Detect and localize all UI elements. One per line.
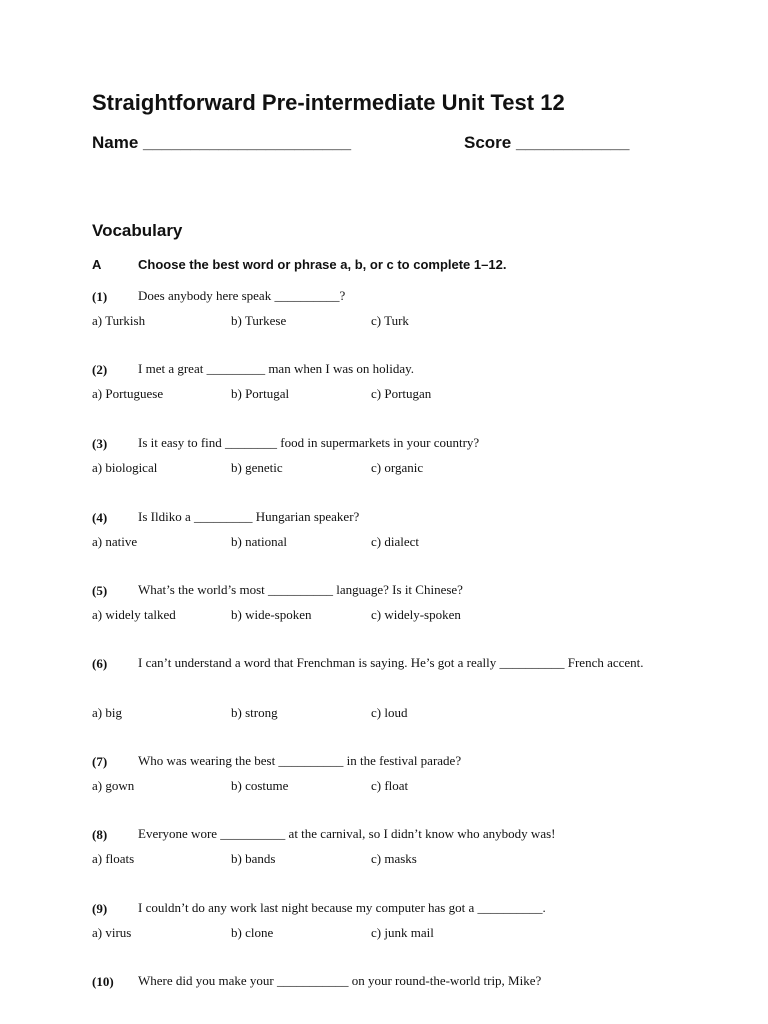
option-a: a) big: [92, 705, 122, 720]
option-c: c) junk mail: [371, 925, 434, 940]
option-c: c) Turk: [371, 313, 409, 328]
option-a: a) Turkish: [92, 313, 146, 328]
question-number: (2): [92, 362, 108, 377]
name-field: Name ______________________: [92, 133, 352, 152]
option-b: b) national: [231, 534, 287, 549]
option-a: a) Portuguese: [92, 386, 164, 401]
option-c: c) widely-spoken: [371, 607, 461, 622]
question-text: Where did you make your ___________ on your round-the-world trip, Mike?: [138, 973, 542, 988]
exercise-letter: A: [92, 257, 102, 272]
option-b: b) wide-spoken: [231, 607, 312, 622]
question-item: [92, 754, 692, 798]
question-item: [92, 974, 692, 998]
option-c: c) organic: [371, 460, 424, 475]
option-a: a) widely talked: [92, 607, 176, 622]
option-a: a) floats: [92, 851, 135, 866]
question-item: [92, 510, 692, 554]
option-b: b) bands: [231, 851, 276, 866]
question-text: Is Ildiko a _________ Hungarian speaker?: [138, 509, 360, 524]
question-number: (4): [92, 510, 108, 525]
question-item: [92, 656, 692, 725]
option-c: c) float: [371, 778, 409, 793]
question-number: (3): [92, 436, 108, 451]
option-a: a) gown: [92, 778, 135, 793]
question-number: (5): [92, 583, 108, 598]
question-text: Who was wearing the best __________ in the festival parade?: [138, 753, 462, 768]
question-text: Is it easy to find ________ food in supermarkets in your country?: [138, 435, 480, 450]
option-a: a) biological: [92, 460, 158, 475]
question-number: (7): [92, 754, 108, 769]
question-item: [92, 901, 692, 945]
option-c: c) loud: [371, 705, 408, 720]
question-item: [92, 362, 692, 406]
option-b: b) strong: [231, 705, 278, 720]
question-text: Everyone wore __________ at the carnival, so I didn’t know who anybody was!: [138, 826, 556, 841]
option-b: b) Portugal: [231, 386, 290, 401]
question-number: (9): [92, 901, 108, 916]
question-item: [92, 289, 692, 333]
option-b: b) genetic: [231, 460, 283, 475]
option-c: c) masks: [371, 851, 417, 866]
score-field: Score ____________: [464, 133, 630, 152]
question-text: I couldn’t do any work last night because my computer has got a __________.: [138, 900, 546, 915]
option-c: c) Portugan: [371, 386, 432, 401]
question-number: (6): [92, 656, 108, 671]
question-number: (8): [92, 827, 108, 842]
option-c: c) dialect: [371, 534, 419, 549]
page-title: Straightforward Pre-intermediate Unit Test 12: [92, 90, 565, 115]
option-b: b) clone: [231, 925, 274, 940]
question-text: Does anybody here speak __________?: [138, 288, 346, 303]
section-heading: Vocabulary: [92, 221, 183, 240]
question-number: (1): [92, 289, 108, 304]
instruction-text: Choose the best word or phrase a, b, or c to complete 1–12.: [138, 257, 507, 272]
question-number: (10): [92, 974, 114, 989]
question-item: [92, 436, 692, 480]
option-a: a) native: [92, 534, 138, 549]
option-b: b) Turkese: [231, 313, 287, 328]
question-text: What’s the world’s most __________ language? Is it Chinese?: [138, 582, 463, 597]
question-text: I met a great _________ man when I was on holiday.: [138, 361, 415, 376]
question-item: [92, 583, 692, 627]
question-item: [92, 827, 692, 871]
option-a: a) virus: [92, 925, 132, 940]
question-text: I can’t understand a word that Frenchman is saying. He’s got a really __________ French accent.: [138, 655, 644, 670]
option-b: b) costume: [231, 778, 289, 793]
